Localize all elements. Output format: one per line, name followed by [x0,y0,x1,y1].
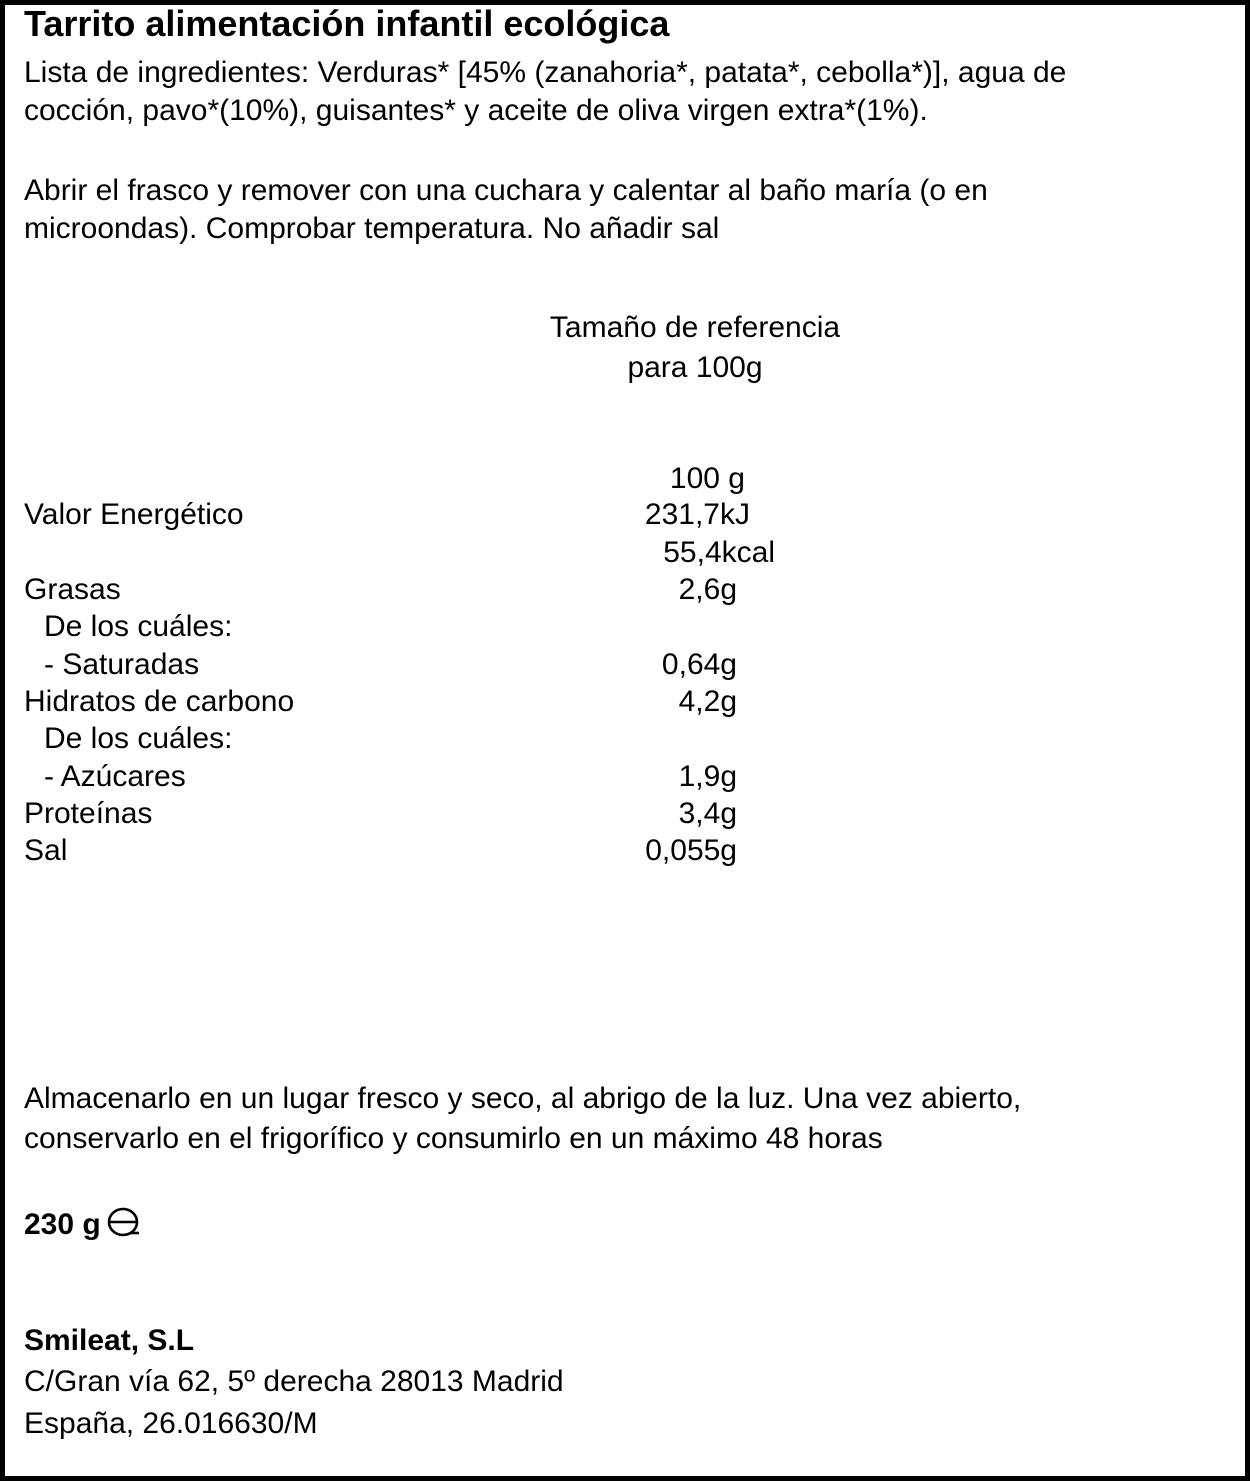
ingredients-line-2: cocción, pavo*(10%), guisantes* y aceite de oliva virgen extra*(1%). [24,94,928,127]
nutrition-value-energy-kcal: 55,4kcal [663,536,775,569]
company-address: C/Gran vía 62, 5º derecha 28013 Madrid [24,1365,564,1398]
reference-size-line-2: para 100g [627,351,763,384]
nutrition-label-saturated: - Saturadas [44,648,200,681]
nutrition-label-salt: Sal [24,834,68,867]
storage-line-2: conservarlo en el frigorífico y consumirlo en un máximo 48 horas [24,1122,883,1155]
nutrition-label-protein: Proteínas [24,797,153,830]
nutrition-label-fat: Grasas [24,573,121,606]
nutrition-label-sugars: - Azúcares [44,760,186,793]
nutrition-value-saturated: 0,64g [661,648,737,681]
nutrition-label-of-which-2: De los cuáles: [44,722,233,755]
ingredients-line-1: Lista de ingredientes: Verduras* [45% (zanahoria*, patata*, cebolla*)], agua de [24,56,1067,89]
column-header-100g: 100 g [669,462,745,495]
nutrition-value-salt: 0,055g [645,834,737,867]
preparation-line-1: Abrir el frasco y remover con una cuchara y calentar al baño maría (o en [24,174,988,207]
nutrition-value-carbohydrates: 4,2g [678,685,737,718]
reference-size-line-1: Tamaño de referencia [549,311,841,344]
company-name: Smileat, S.L [24,1324,195,1357]
net-weight-value: 230 g [24,1207,101,1241]
nutrition-value-protein: 3,4g [678,797,737,830]
nutrition-value-fat: 2,6g [678,573,737,606]
nutrition-value-sugars: 1,9g [678,760,737,793]
nutrition-label-energy: Valor Energético [24,498,244,531]
storage-line-1: Almacenarlo en un lugar fresco y seco, al abrigo de la luz. Una vez abierto, [24,1082,1022,1115]
company-country-registry: España, 26.016630/M [24,1407,318,1440]
product-title: Tarrito alimentación infantil ecológica [24,3,670,44]
nutrition-label-carbohydrates: Hidratos de carbono [24,685,295,718]
nutrition-label-of-which-1: De los cuáles: [44,610,233,643]
net-weight [24,1205,141,1247]
preparation-line-2: microondas). Comprobar temperatura. No añadir sal [24,212,720,245]
e-mark-icon [105,1205,141,1247]
nutrition-value-energy-kj: 231,7kJ [644,498,750,531]
